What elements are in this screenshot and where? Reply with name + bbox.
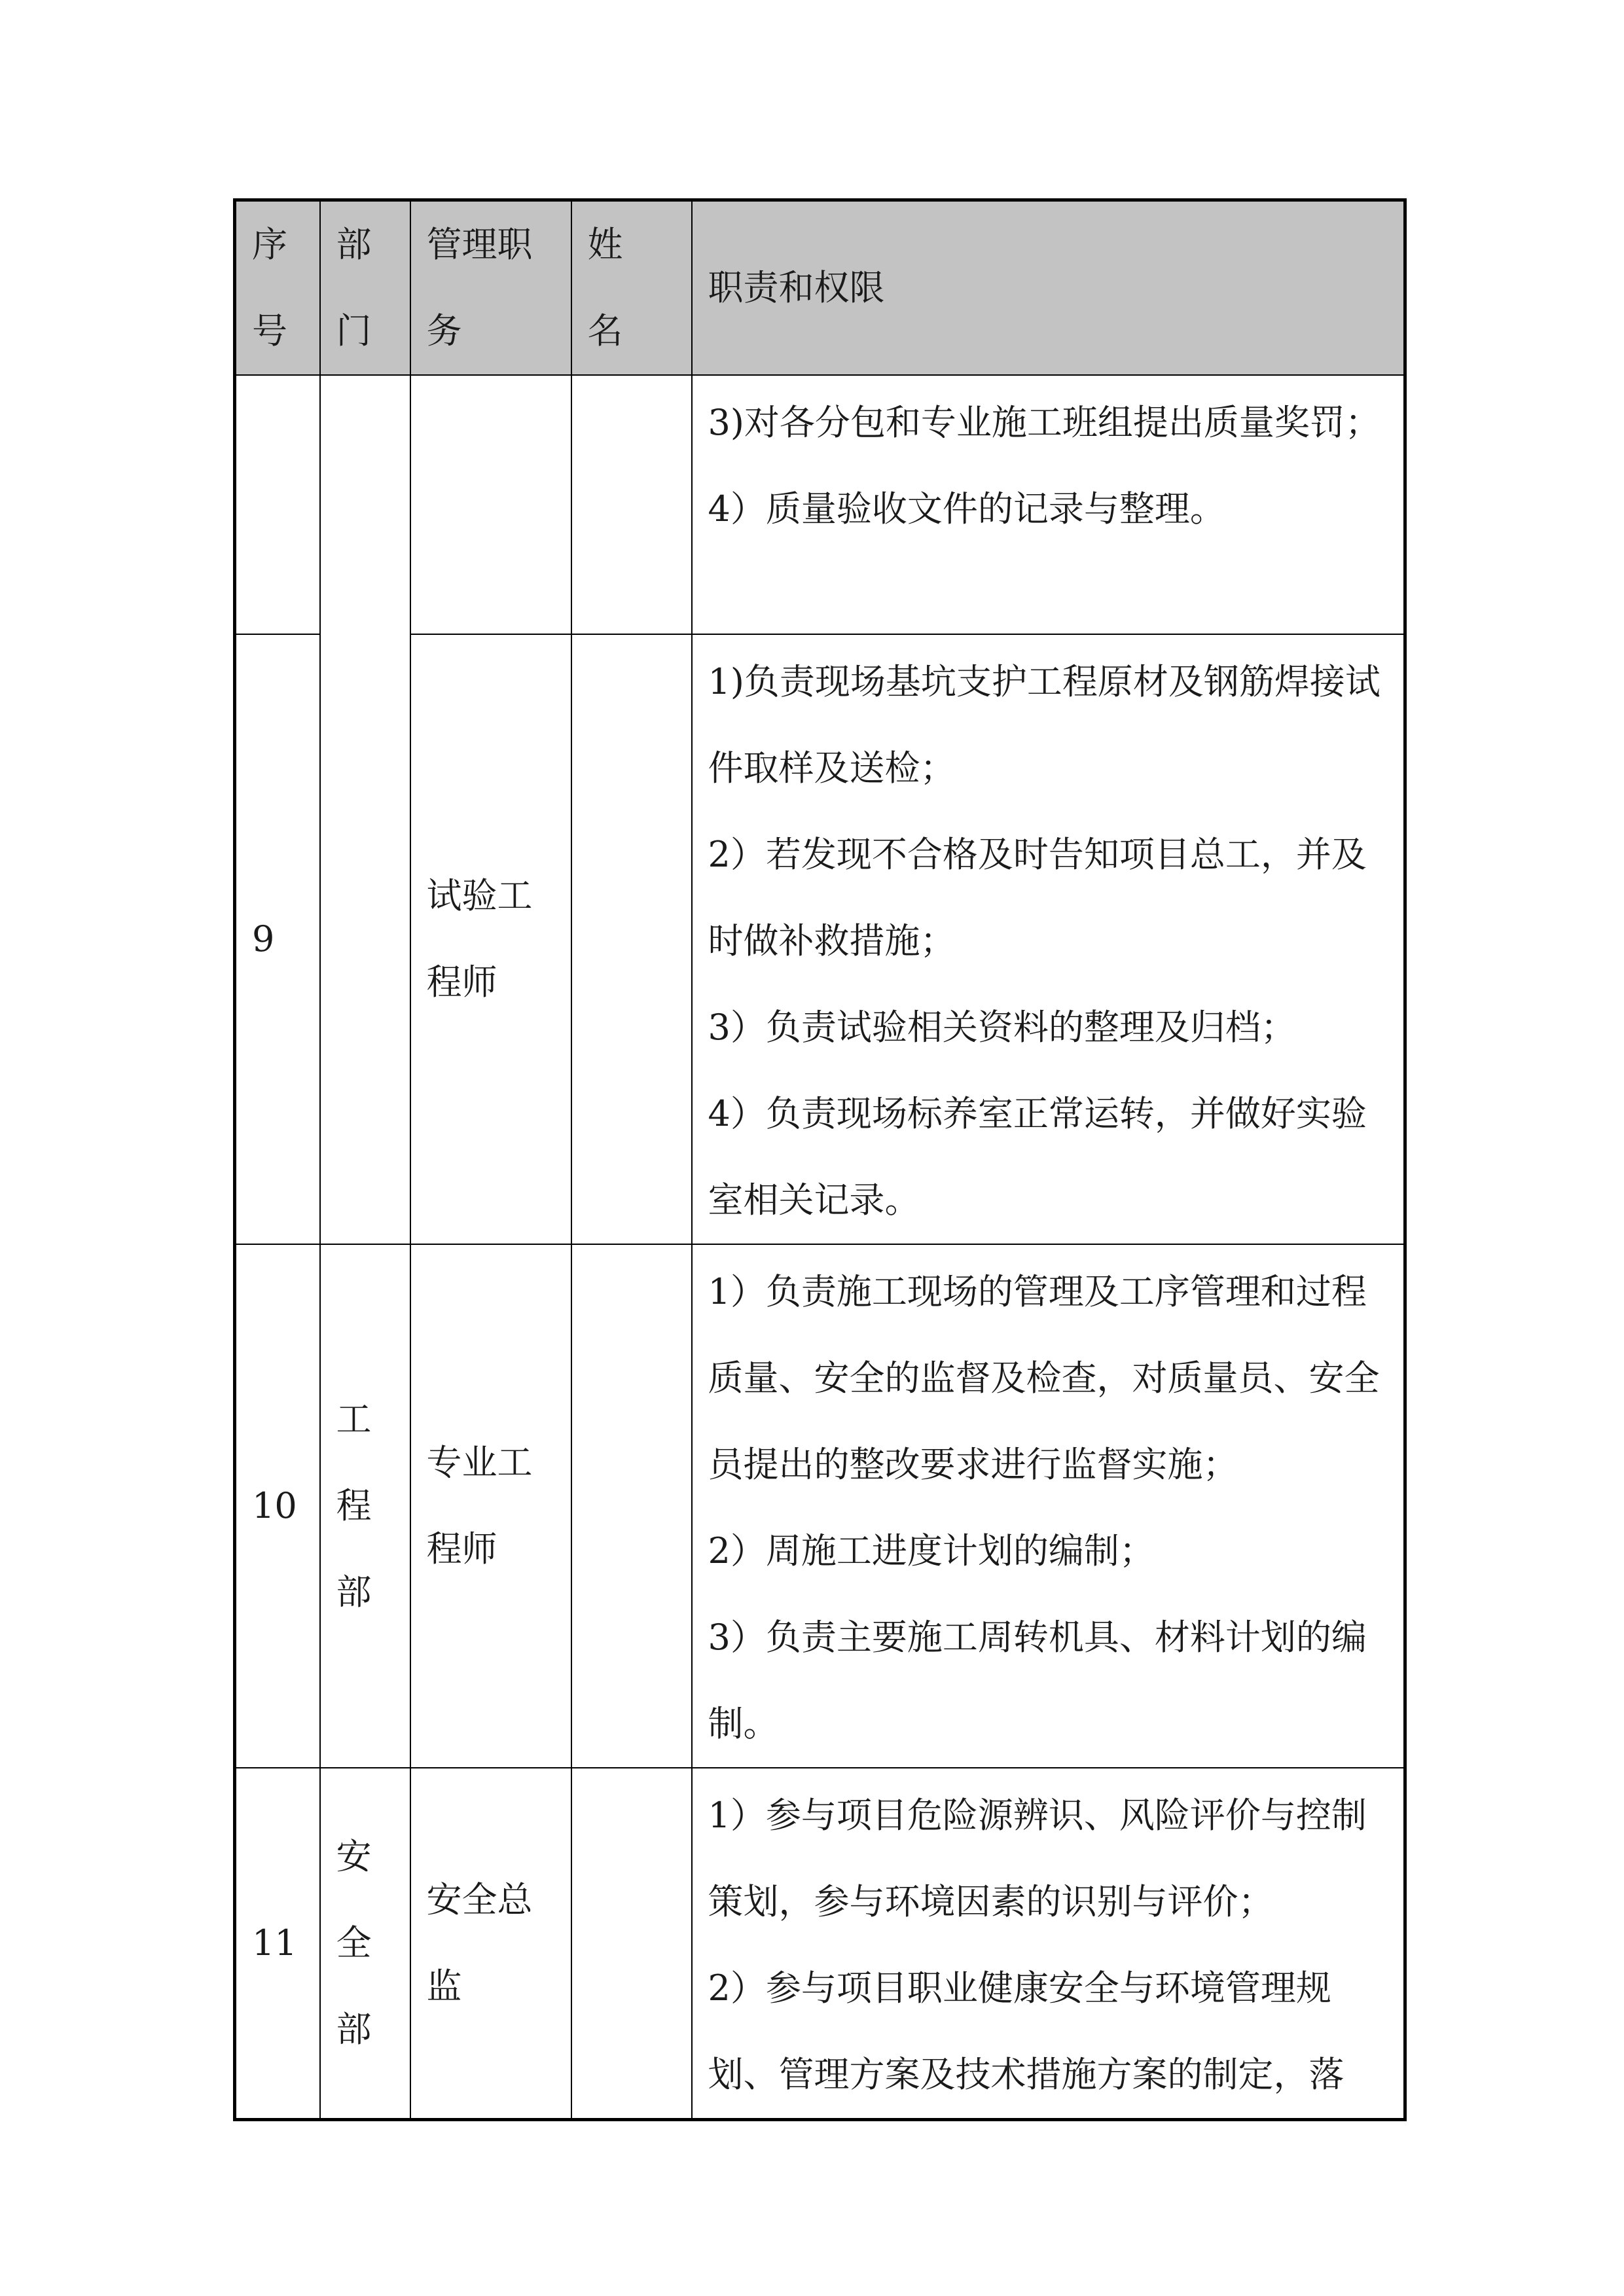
cell-role: 专业工程师: [410, 1244, 571, 1768]
table-row: [235, 1244, 1405, 1768]
duty-item: 2）周施工进度计划的编制；: [708, 1530, 1155, 1571]
cell-name: [571, 1244, 692, 1768]
cell-duties: [692, 1244, 1405, 1768]
duty-item: 1）参与项目危险源辨识、风险评价与控制策划，参与环境因素的识别与评价；: [708, 1795, 1367, 1922]
cell-dept: [320, 375, 410, 1244]
cell-no: [235, 375, 320, 634]
duty-item: 4）质量验收文件的记录与整理。: [708, 488, 1225, 529]
duty-item: 2）若发现不合格及时告知项目总工，并及时做补救措施；: [708, 834, 1367, 961]
header-role: 管理职务: [410, 200, 571, 376]
cell-name: [571, 1768, 692, 2120]
header-duties: 职责和权限: [692, 200, 1405, 376]
duty-item: 3）负责试验相关资料的整理及归档；: [708, 1007, 1296, 1048]
cell-name: [571, 375, 692, 634]
duty-item: 4）负责现场标养室正常运转，并做好实验室相关记录。: [708, 1093, 1367, 1221]
cell-duties: [692, 375, 1405, 634]
cell-no: 10: [235, 1244, 320, 1768]
cell-dept: 工程部: [320, 1244, 410, 1768]
table-row: [235, 634, 1405, 1244]
cell-duties: [692, 634, 1405, 1244]
header-dept: 部门: [320, 200, 410, 376]
table-header-row: [235, 200, 1405, 376]
duty-item: 3）负责主要施工周转机具、材料计划的编制。: [708, 1617, 1367, 1744]
table-row: [235, 1768, 1405, 2120]
header-name: 姓名: [571, 200, 692, 376]
header-no: 序号: [235, 200, 320, 376]
duty-item: 1）负责施工现场的管理及工序管理和过程质量、安全的监督及检查，对质量员、安全员提出的整改要求进行监督实施；: [708, 1271, 1380, 1485]
responsibility-table: [233, 198, 1407, 2121]
cell-role: 试验工程师: [410, 634, 571, 1244]
cell-name: [571, 634, 692, 1244]
table-row: [235, 375, 1405, 634]
duty-item: 2）参与项目职业健康安全与环境管理规划、管理方案及技术措施方案的制定，落: [708, 1967, 1344, 2095]
cell-no: 11: [235, 1768, 320, 2120]
duty-item: 3)对各分包和专业施工班组提出质量奖罚；: [708, 402, 1380, 443]
cell-duties: [692, 1768, 1405, 2120]
duty-item: 1)负责现场基坑支护工程原材及钢筋焊接试件取样及送检；: [708, 661, 1380, 789]
cell-role: [410, 375, 571, 634]
cell-no: 9: [235, 634, 320, 1244]
cell-dept: 安全部: [320, 1768, 410, 2120]
cell-role: 安全总监: [410, 1768, 571, 2120]
